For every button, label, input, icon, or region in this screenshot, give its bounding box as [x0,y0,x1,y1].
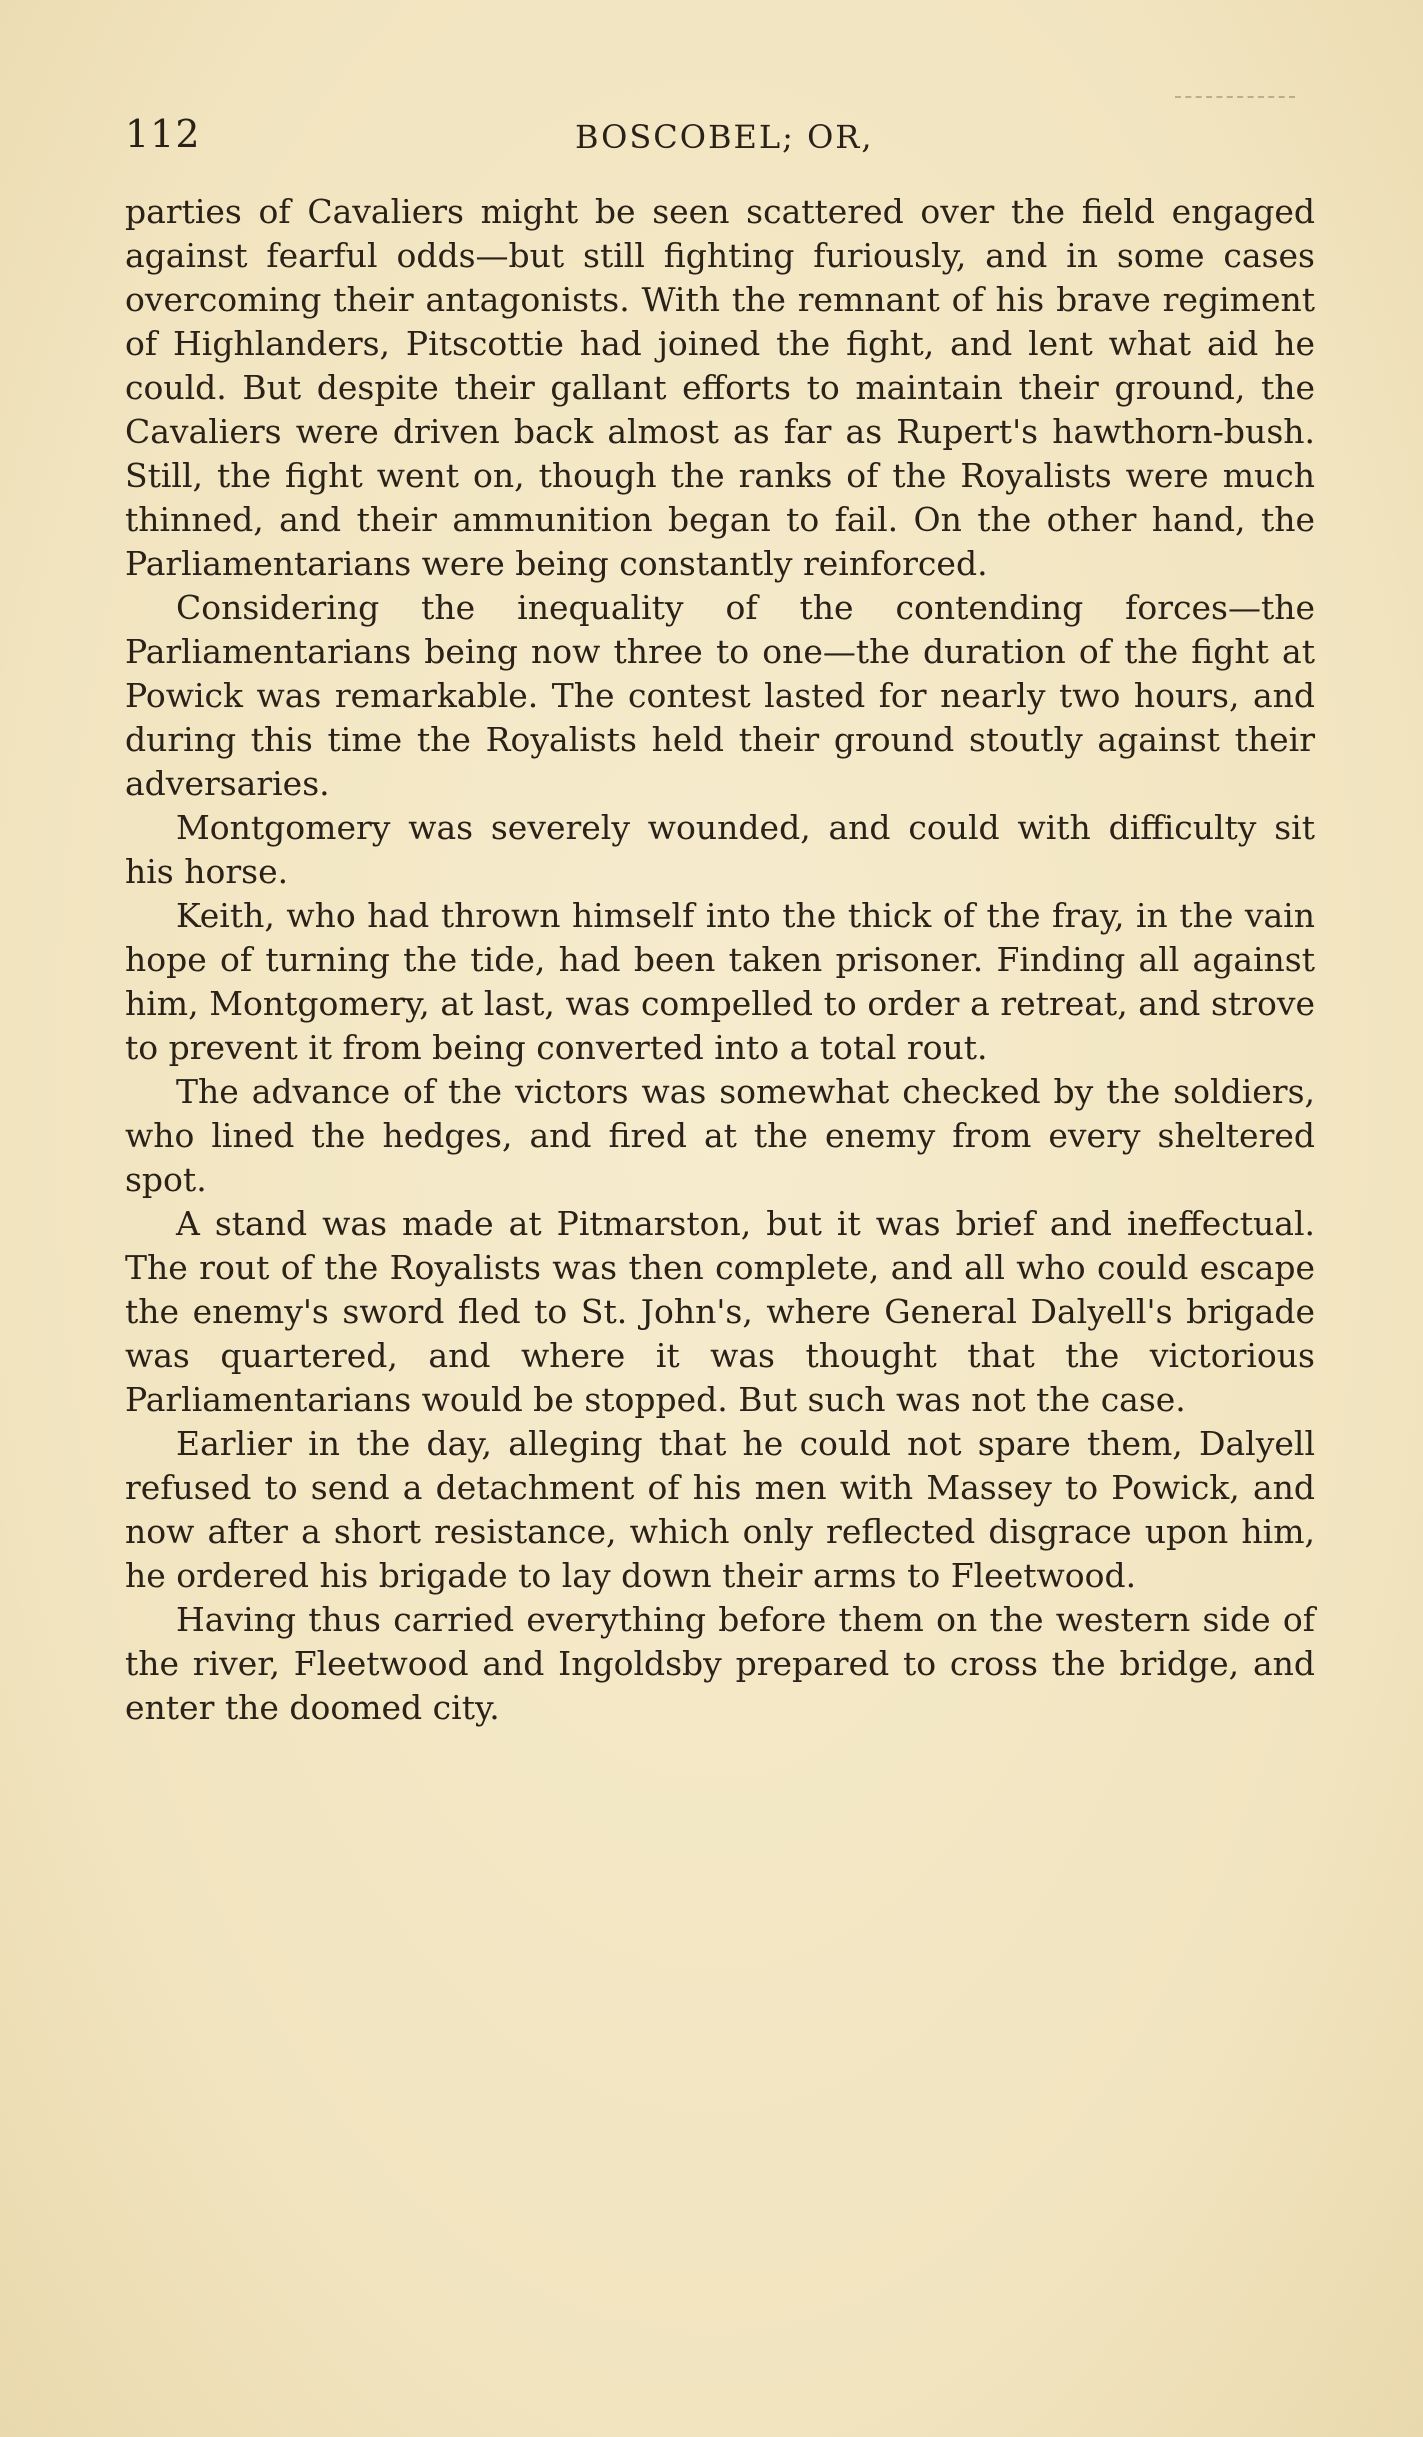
page-header [125,108,1320,168]
paragraph-2: Considering the inequality of the contending forces—the Parliamentarians being now three to one—the duration of the fight at Powick was remarkable. The contest lasted for nearly two hours, and during this time the Royalists held their ground stoutly against their adversaries. [125,588,1315,803]
running-head: BOSCOBEL; OR, [575,118,874,156]
paragraph-8: Having thus carried everything before them on the western side of the river, Fleetwood and Ingoldsby prepared to cross the bridge, and enter the doomed city. [125,1600,1315,1727]
body-text [125,190,1315,1730]
paragraph-5: The advance of the victors was somewhat checked by the soldiers, who lined the hedges, and fired at the enemy from every sheltered spot. [125,1072,1315,1199]
paragraph-4: Keith, who had thrown himself into the thick of the fray, in the vain hope of turning the tide, had been taken prisoner. Finding all against him, Montgomery, at last, was compelled to order a retreat, and strove to prevent it from being converted into a total rout. [125,896,1315,1067]
paragraph-7: Earlier in the day, alleging that he could not spare them, Dalyell refused to send a detachment of his men with Massey to Powick, and now after a short resistance, which only reflected disgrace upon him, he ordered his brigade to lay down their arms to Fleetwood. [125,1424,1315,1595]
header-rule-mark [1175,96,1295,98]
paragraph-6: A stand was made at Pitmarston, but it was brief and ineffectual. The rout of the Royalists was then complete, and all who could escape the enemy's sword fled to St. John's, where General Dalyell's brigade was quartered, and where it was thought that the victorious Parliamentarians would be stopped. But such was not the case. [125,1204,1315,1419]
paragraph-1: parties of Cavaliers might be seen scattered over the field engaged against fearful odds—but still fighting furiously, and in some cases overcoming their antagonists. With the remnant of his brave regiment of Highlanders, Pitscottie had joined the fight, and lent what aid he could. But despite their gallant efforts to maintain their ground, the Cavaliers were driven back almost as far as Rupert's hawthorn-bush. Still, the fight went on, though the ranks of the Royalists were much thinned, and their ammunition began to fail. On the other hand, the Parliamentarians were being constantly reinforced. [125,192,1315,583]
page-number: 112 [125,112,201,156]
paragraph-3: Montgomery was severely wounded, and could with difficulty sit his horse. [125,808,1315,891]
